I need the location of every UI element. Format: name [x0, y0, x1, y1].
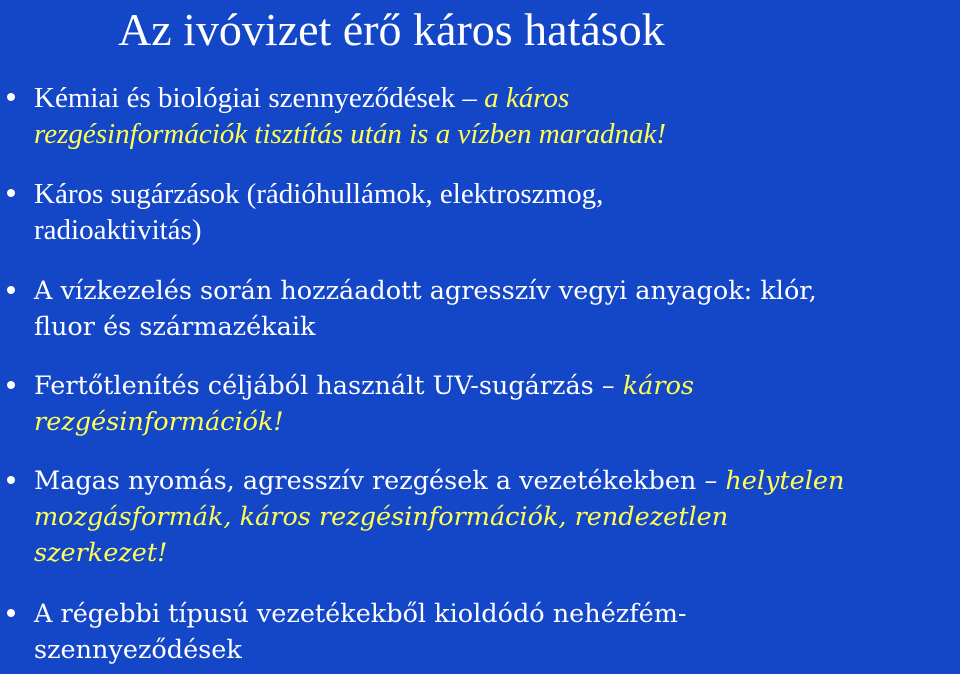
bullet-emphasis: rezgésinformációk tisztítás után is a vízben maradnak! [34, 118, 667, 150]
bullet-text: szennyeződések [34, 635, 242, 665]
bullet-text: Kémiai és biológiai szennyeződések – [34, 82, 485, 114]
bullet-dot-icon [7, 476, 15, 484]
bullet-text: Fertőtlenítés céljából használt UV-sugárzás – [34, 371, 623, 401]
bullet-emphasis: a káros [484, 82, 570, 114]
bullet-dot-icon [7, 286, 15, 294]
bullet-dot-icon [7, 609, 15, 617]
bullet-item-1 [34, 80, 960, 152]
bullet-line [34, 368, 960, 404]
bullet-text: Magas nyomás, agresszív rezgések a vezetékekben – [34, 466, 726, 496]
bullet-emphasis: mozgásformák, káros rezgésinformációk, rendezetlen [34, 502, 729, 532]
slide-title: Az ivóvizet érő káros hatások [118, 4, 665, 55]
bullet-dot-icon [7, 381, 15, 389]
bullet-item-3 [34, 273, 960, 345]
bullet-dot-icon [7, 93, 15, 101]
bullet-emphasis: helytelen [725, 466, 845, 496]
bullet-line [34, 463, 960, 499]
bullet-emphasis: rezgésinformációk! [34, 407, 284, 437]
bullet-item-5 [34, 463, 960, 571]
bullet-emphasis: káros [622, 371, 695, 401]
bullet-item-4 [34, 368, 960, 440]
bullet-text: fluor és származékaik [34, 312, 316, 342]
bullet-text: radioaktivitás) [34, 214, 202, 246]
bullet-text: A régebbi típusú vezetékekből kioldódó nehézfém- [34, 599, 687, 629]
bullet-item-2 [34, 176, 960, 248]
bullet-dot-icon [7, 189, 15, 197]
bullet-text: Káros sugárzások (rádióhullámok, elektroszmog, [34, 178, 604, 210]
bullet-text: A vízkezelés során hozzáadott agresszív vegyi anyagok: klór, [34, 276, 817, 306]
bullet-item-6 [34, 596, 960, 668]
bullet-emphasis: szerkezet! [34, 538, 168, 568]
bullet-line [34, 80, 960, 116]
